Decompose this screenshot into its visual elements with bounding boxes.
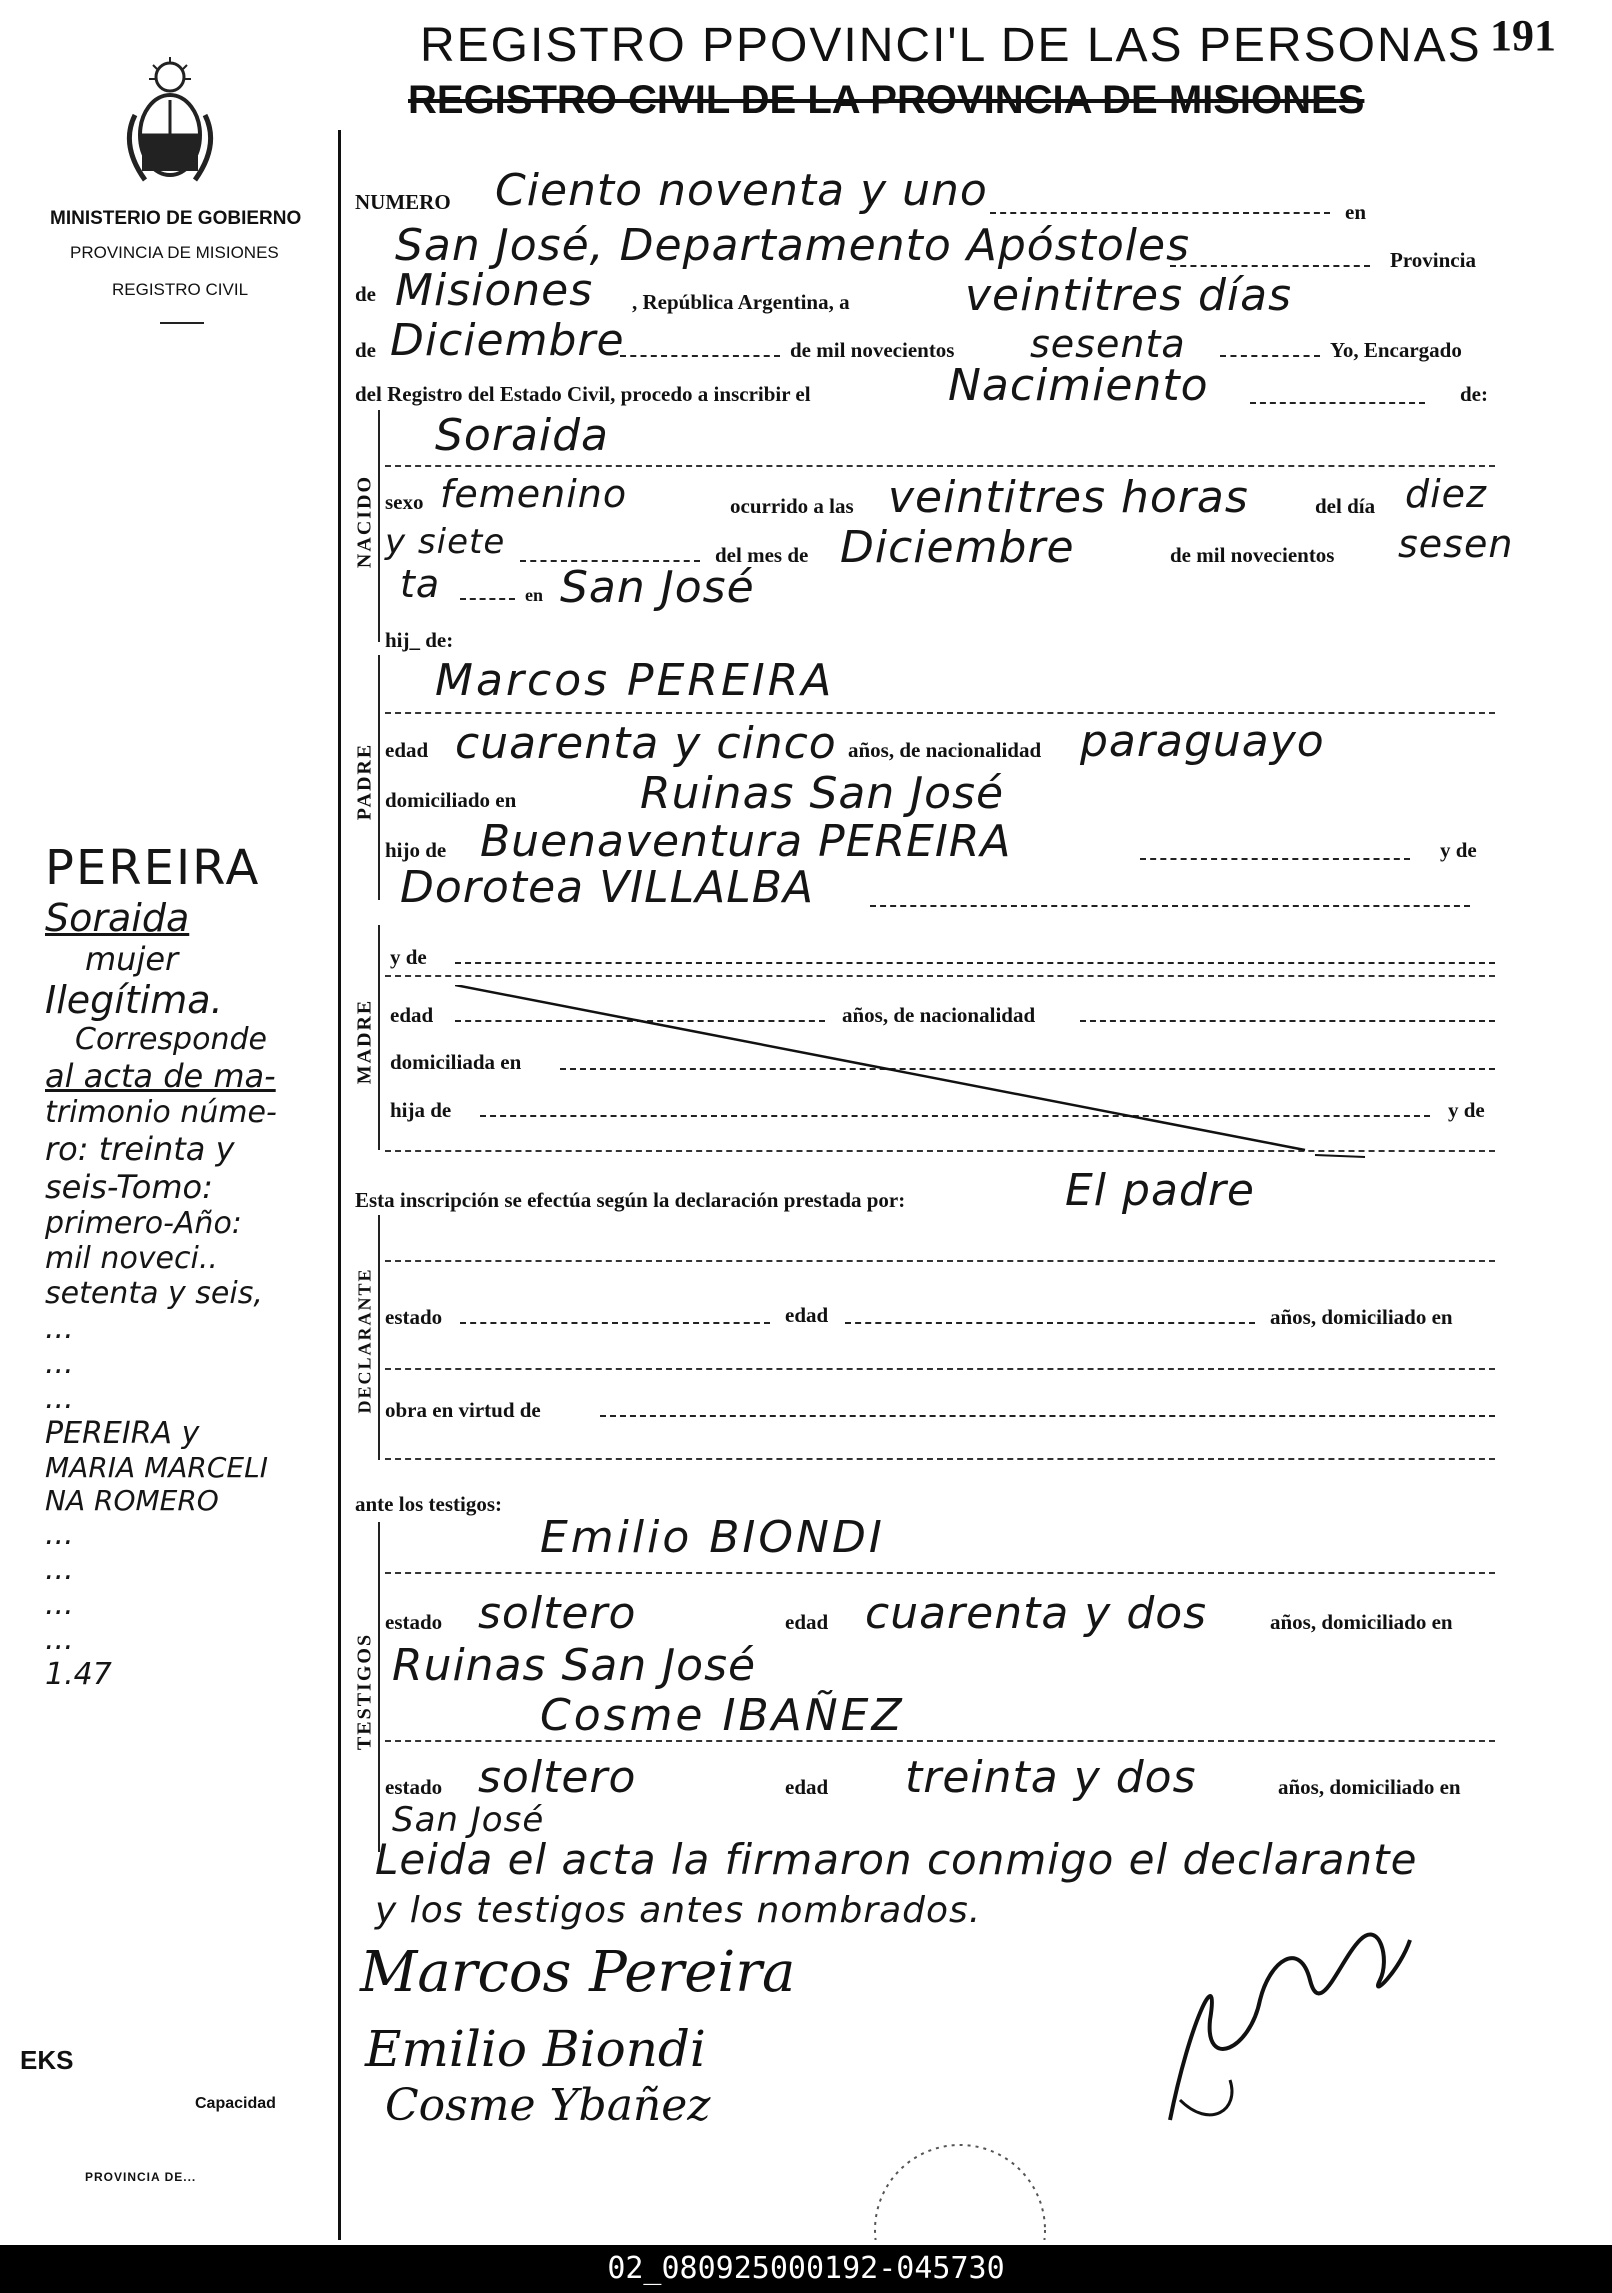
margin-line: ... xyxy=(45,1517,74,1552)
de-label: de xyxy=(355,282,376,306)
dashed-rule xyxy=(385,1572,1495,1574)
testigo2-estado: soltero xyxy=(478,1752,637,1803)
margin-line: trimonio núme- xyxy=(45,1095,277,1130)
cross-out-line xyxy=(455,985,1375,1175)
madre-anios-label: años, de nacionalidad xyxy=(842,1003,1036,1027)
margin-line: mujer xyxy=(85,940,179,978)
madre-bracket xyxy=(378,925,380,1150)
hijo-label: hijo de xyxy=(385,838,447,862)
edad-label: edad xyxy=(385,738,429,762)
testigo2-anios-label: años, domiciliado en xyxy=(1278,1775,1461,1799)
padre-section-label: PADRE xyxy=(353,742,376,821)
nacido-bracket xyxy=(378,410,380,642)
declarante-section-label: DECLARANTE xyxy=(354,1267,375,1414)
registry-title: REGISTRO PPOVINCI'L DE LAS PERSONAS xyxy=(420,19,1482,72)
padre-bracket xyxy=(378,655,380,900)
closing-line1: Leida el acta la firmaron conmigo el declarante xyxy=(375,1835,1418,1884)
dotted-line xyxy=(455,962,1495,964)
sexo-value: femenino xyxy=(440,472,628,516)
dashed-rule xyxy=(385,1458,1495,1460)
signature-declarante: Marcos Pereira xyxy=(360,1940,796,2005)
madre-section-label: MADRE xyxy=(353,998,376,1085)
margin-line: PEREIRA y xyxy=(45,1416,200,1451)
testigo2-edad: treinta y dos xyxy=(905,1752,1197,1803)
nacido-section-label: NACIDO xyxy=(353,474,376,569)
mes-value: Diciembre xyxy=(390,315,625,366)
testigos-bracket xyxy=(378,1522,380,1852)
document-footer-code: 02_080925000192-045730 xyxy=(0,2245,1612,2293)
testigo2-estado-label: estado xyxy=(385,1775,443,1799)
stamp-eks: EKS xyxy=(20,2045,74,2075)
header-divider xyxy=(160,322,204,324)
margin-line: ... xyxy=(45,1552,74,1587)
dashed-rule xyxy=(385,1368,1495,1370)
mil-label: de mil novecientos xyxy=(790,338,955,362)
margin-line: primero-Año: xyxy=(45,1206,242,1241)
testigo1-anios-label: años, domiciliado en xyxy=(1270,1610,1453,1634)
declarante-anios-label: años, domiciliado en xyxy=(1270,1305,1453,1329)
stamp-line2: PROVINCIA DE... xyxy=(85,2170,197,2184)
margin-line: Ilegítima. xyxy=(45,978,223,1022)
testigo2-domicilio: San José xyxy=(392,1800,545,1840)
edad-value: cuarenta y cinco xyxy=(455,718,837,769)
declarante-edad-label: edad xyxy=(785,1303,829,1327)
margin-line: PEREIRA xyxy=(45,840,261,896)
hijo-label: hij_ de: xyxy=(385,628,454,652)
stamp-line1: Capacidad xyxy=(195,2095,276,2112)
provincia-value: Misiones xyxy=(395,265,594,316)
dotted-line xyxy=(870,905,1470,907)
signature-testigo1: Emilio Biondi xyxy=(365,2020,706,2078)
dashed-rule xyxy=(385,465,1495,467)
lugar-value: San José xyxy=(560,562,755,613)
dotted-line xyxy=(1140,858,1410,860)
de2-label: de xyxy=(355,338,376,362)
declarante-intro-value: El padre xyxy=(1065,1165,1255,1216)
testigo1-name: Emilio BIONDI xyxy=(540,1512,885,1563)
margin-line: ... xyxy=(45,1346,74,1381)
seal-stamp xyxy=(860,2130,1060,2240)
de3-label: de: xyxy=(1460,382,1488,406)
dia-value: veintitres días xyxy=(965,270,1293,321)
nacionalidad-value: paraguayo xyxy=(1080,716,1325,767)
dotted-line xyxy=(845,1322,1255,1324)
en-label: en xyxy=(1345,200,1366,224)
margin-line: ro: treinta y xyxy=(45,1130,235,1168)
madre-y-de-label: y de xyxy=(390,945,427,969)
dotted-line xyxy=(460,1322,770,1324)
hora-value: veintitres horas xyxy=(888,472,1249,523)
anio-value-continued: ta xyxy=(400,562,441,606)
coat-of-arms-icon xyxy=(115,55,225,195)
testigo2-edad-label: edad xyxy=(785,1775,829,1799)
dia-value: diez xyxy=(1405,472,1488,516)
padre-name: Marcos PEREIRA xyxy=(435,655,835,706)
dotted-line xyxy=(600,1415,1495,1417)
testigo1-edad: cuarenta y dos xyxy=(865,1588,1208,1639)
declarante-intro-label: Esta inscripción se efectúa según la declaración prestada por: xyxy=(355,1188,906,1212)
testigo1-edad-label: edad xyxy=(785,1610,829,1634)
margin-line: NA ROMERO xyxy=(45,1484,219,1517)
ministry-label: MINISTERIO DE GOBIERNO xyxy=(50,208,302,229)
official-signature xyxy=(1150,1900,1430,2140)
testigos-section-label: TESTIGOS xyxy=(353,1632,376,1751)
yo-label: Yo, Encargado xyxy=(1330,338,1462,362)
testigo1-estado: soltero xyxy=(478,1588,637,1639)
mes-value: Diciembre xyxy=(840,522,1075,573)
form-left-border xyxy=(338,130,341,2240)
abuelo-value: Buenaventura PEREIRA xyxy=(480,816,1012,867)
madre-domicilio-label: domiciliada en xyxy=(390,1050,522,1074)
struck-title: REGISTRO CIVIL DE LA PROVINCIA DE MISIONES xyxy=(408,78,1365,122)
closing-line2: y los testigos antes nombrados. xyxy=(375,1890,982,1931)
province-label: PROVINCIA DE MISIONES xyxy=(70,243,279,262)
madre-y-de2-label: y de xyxy=(1448,1098,1485,1122)
dotted-line xyxy=(620,355,780,357)
signature-testigo2: Cosme Ybañez xyxy=(385,2080,711,2131)
mil-label: de mil novecientos xyxy=(1170,543,1335,567)
madre-hija-label: hija de xyxy=(390,1098,452,1122)
dotted-line xyxy=(990,212,1330,214)
dashed-rule xyxy=(385,1740,1495,1742)
numero-label: NUMERO xyxy=(355,190,451,214)
margin-line: 1.47 xyxy=(45,1657,112,1692)
republica-label: , República Argentina, a xyxy=(632,290,850,314)
madre-edad-label: edad xyxy=(390,1003,434,1027)
obra-label: obra en virtud de xyxy=(385,1398,541,1422)
sexo-label: sexo xyxy=(385,490,424,514)
testigo1-domicilio: Ruinas San José xyxy=(392,1640,757,1691)
dia-label: del día xyxy=(1315,494,1376,518)
domicilio-label: domiciliado en xyxy=(385,788,517,812)
domicilio-value: Ruinas San José xyxy=(640,768,1005,819)
dashed-rule xyxy=(385,975,1495,977)
margin-line: ... xyxy=(45,1311,74,1346)
margin-line: setenta y seis, xyxy=(45,1276,263,1311)
dotted-line xyxy=(1170,265,1370,267)
numero-value: Ciento noventa y uno xyxy=(495,165,988,216)
ocurrido-label: ocurrido a las xyxy=(730,494,854,518)
abuela-value: Dorotea VILLALBA xyxy=(400,862,815,913)
mes-label: del mes de xyxy=(715,543,809,567)
place-value: San José, Departamento Apóstoles xyxy=(395,220,1191,271)
anio-value: sesenta xyxy=(1030,322,1186,366)
margin-line: MARIA MARCELI xyxy=(45,1451,268,1484)
margin-note xyxy=(45,840,335,1692)
declarante-bracket xyxy=(378,1215,380,1460)
margin-line: seis-Tomo: xyxy=(45,1168,213,1206)
registro-label: del Registro del Estado Civil, procedo a inscribir el xyxy=(355,382,811,406)
margin-line: ... xyxy=(45,1587,74,1622)
anios-label: años, de nacionalidad xyxy=(848,738,1042,762)
dotted-line xyxy=(460,598,515,600)
testigos-intro-label: ante los testigos: xyxy=(355,1492,502,1516)
nacido-name: Soraida xyxy=(435,410,610,461)
margin-line: Corresponde xyxy=(75,1022,267,1057)
office-label: REGISTRO CIVIL xyxy=(112,280,249,299)
anio-value: sesen xyxy=(1398,522,1514,566)
dashed-rule xyxy=(385,1260,1495,1262)
dotted-line xyxy=(1220,355,1320,357)
testigo1-estado-label: estado xyxy=(385,1610,443,1634)
provincia-label: Provincia xyxy=(1390,248,1476,272)
declarante-estado-label: estado xyxy=(385,1305,443,1329)
acto-value: Nacimiento xyxy=(948,360,1209,411)
margin-line: al acta de ma- xyxy=(45,1057,276,1095)
dia-value-continued: y siete xyxy=(385,522,506,562)
y-de-label: y de xyxy=(1440,838,1477,862)
page-number: 191 xyxy=(1490,11,1556,60)
margin-line: ... xyxy=(45,1381,74,1416)
dashed-rule xyxy=(385,712,1495,714)
dotted-line xyxy=(1250,402,1425,404)
en-label: en xyxy=(525,585,543,605)
margin-line: Soraida xyxy=(45,896,190,940)
testigo2-name: Cosme IBAÑEZ xyxy=(540,1690,905,1741)
margin-line: mil noveci.. xyxy=(45,1241,218,1276)
margin-line: ... xyxy=(45,1622,74,1657)
